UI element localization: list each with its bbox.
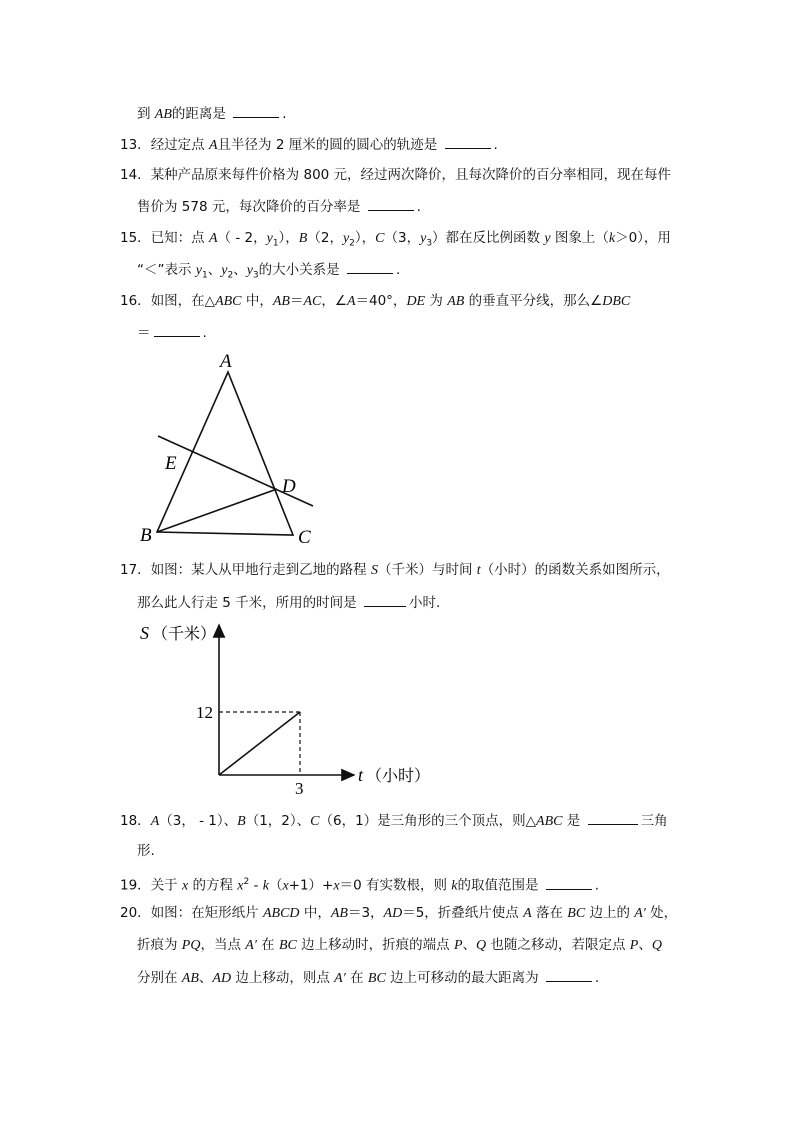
question-17-line-1: 17．如图：某人从甲地行走到乙地的路程 S（千米）与时间 t（小时）的函数关系如图所示， [120,562,670,578]
question-15-line-1: 15．已知：点 A（ - 2，$y_1$），B（2，$y_2$），C（3，$y_3$）都在反比例函数 y 图象上（k＞0），用 [120,230,671,249]
triangle-abc [157,372,293,535]
question-19: 19．关于 x 的方程 $x^2 - k(x+1)+x=0$ 有实数根，则 k的取值范围是 . [120,877,600,894]
y-tick-label: 12 [196,703,213,722]
label-a: A [220,351,232,372]
answer-blank [233,104,279,118]
triangle-figure [130,345,330,550]
y-axis-label-var: S [140,623,149,643]
question-14-line-2: 售价为 578 元，每次降价的百分率是 . [137,199,421,215]
question-17-line-2: 那么此人行走 5 千米，所用的时间是 小时. [137,595,441,611]
question-14-line-1: 14．某种产品原来每件价格为 800 元，经过两次降价，且每次降价的百分率相同，现在每件 [120,167,672,183]
distance-time-graph [130,615,440,805]
answer-blank [546,876,592,890]
answer-blank [588,811,638,825]
label-c: C [298,527,311,548]
label-e: E [165,453,177,474]
answer-blank [445,135,491,149]
q12-continuation: 到 AB的距离是 . [137,106,287,122]
question-18-line-2: 形. [137,843,155,859]
answer-blank [154,323,200,337]
question-15-line-2: “＜”表示 $y_1$、$y_2$、$y_3$的大小关系是 . [137,262,401,281]
question-13: 13．经过定点 A且半径为 2 厘米的圆的圆心的轨迹是 . [120,137,498,153]
question-20-line-1: 20．如图：在矩形纸片 ABCD 中，AB＝3，AD＝5，折叠纸片使点 A 落在 BC 边上的 A′ 处， [120,905,678,921]
answer-blank [546,968,592,982]
question-16-line-1: 16．如图，在△ABC 中，AB＝AC，∠A＝40°，DE 为 AB 的垂直平分线，那么∠DBC [120,293,631,309]
x-axis-label-var: t [358,765,364,785]
question-20-line-3: 分别在 AB、AD 边上移动，则点 A′ 在 BC 边上可移动的最大距离为 . [137,970,600,986]
label-d: D [282,476,296,497]
y-axis-label-unit: （千米） [152,624,217,643]
label-b: B [140,525,152,546]
answer-blank [364,593,406,607]
segment-bd [157,489,277,532]
answer-blank [368,197,414,211]
x-tick-label: 3 [295,779,304,798]
function-line [219,712,300,775]
x-axis-label-unit: （小时） [366,766,431,785]
question-20-line-2: 折痕为 PQ，当点 A′ 在 BC 边上移动时，折痕的端点 P、Q 也随之移动，若限定点 P、Q [137,937,662,953]
question-18-line-1: 18．A（3， - 1）、B（1，2）、C（6，1）是三角形的三个顶点，则△ABC 是 三角 [120,813,668,829]
question-16-line-2: ＝ . [137,325,207,341]
answer-blank [347,260,393,274]
